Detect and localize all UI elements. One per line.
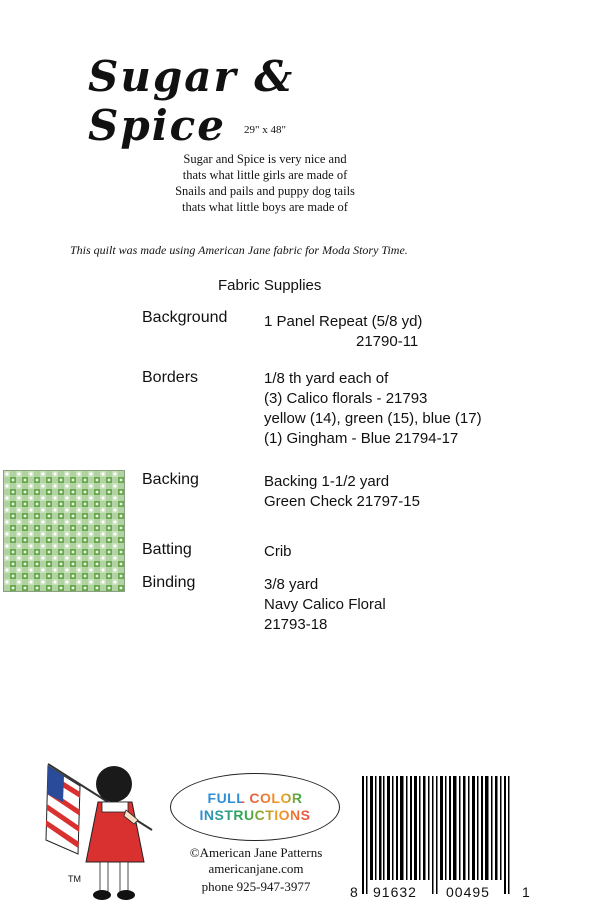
badge-word: FULL COLOR bbox=[207, 790, 303, 806]
supply-detail-background bbox=[264, 312, 422, 352]
supply-line: 21790-11 bbox=[356, 333, 419, 350]
fabric-note: This quilt was made using American Jane fabric for Moda Story Time. bbox=[70, 243, 408, 257]
green-check-swatch bbox=[3, 470, 125, 592]
barcode-number-tail: 1 bbox=[522, 884, 531, 900]
supply-label-binding: Binding bbox=[142, 574, 196, 591]
supply-line: Navy Calico Floral bbox=[264, 596, 386, 613]
supply-detail-borders bbox=[264, 369, 482, 449]
girl-with-flag-illustration bbox=[40, 758, 160, 908]
company-name: ©American Jane Patterns bbox=[189, 845, 323, 860]
trademark-mark: TM bbox=[68, 874, 81, 884]
supply-line: 3/8 yard bbox=[264, 576, 319, 593]
poem bbox=[140, 151, 390, 215]
company-info bbox=[166, 845, 346, 895]
supply-line: Backing 1-1/2 yard bbox=[264, 473, 390, 490]
full-color-instructions-badge bbox=[170, 773, 340, 841]
supply-line: (1) Gingham - Blue 21794-17 bbox=[264, 430, 459, 447]
poem-line: thats what little girls are made of bbox=[182, 168, 348, 182]
supply-detail-backing bbox=[264, 472, 420, 512]
badge-line-1 bbox=[208, 790, 303, 807]
supply-line: (3) Calico florals - 21793 bbox=[264, 390, 428, 407]
supply-label-borders: Borders bbox=[142, 369, 199, 386]
company-phone: phone 925-947-3977 bbox=[201, 879, 311, 894]
poem-line: Snails and pails and puppy dog tails bbox=[175, 184, 355, 198]
badge-word: INSTRUCTIONS bbox=[199, 807, 311, 823]
poem-line: Sugar and Spice is very nice and bbox=[183, 152, 347, 166]
barcode-number-group1: 91632 bbox=[373, 884, 417, 900]
poem-line: thats what little boys are made of bbox=[182, 200, 348, 214]
supply-line: Green Check 21797-15 bbox=[264, 493, 420, 510]
supplies-heading: Fabric Supplies bbox=[218, 277, 322, 294]
supply-line: Crib bbox=[264, 543, 292, 560]
quilt-size: 29" x 48" bbox=[244, 124, 286, 136]
supply-label-batting: Batting bbox=[142, 541, 192, 558]
barcode-number-lead: 8 bbox=[350, 884, 359, 900]
barcode-number-group2: 00495 bbox=[446, 884, 490, 900]
supply-label-backing: Backing bbox=[142, 471, 199, 488]
supply-line: 1 Panel Repeat (5/8 yd) bbox=[264, 313, 423, 330]
supply-label-background: Background bbox=[142, 309, 228, 326]
badge-line-2 bbox=[200, 807, 311, 824]
supply-line: 21793-18 bbox=[264, 616, 328, 633]
supply-line: 1/8 th yard each of bbox=[264, 370, 389, 387]
supply-line: yellow (14), green (15), blue (17) bbox=[264, 410, 482, 427]
company-website: americanjane.com bbox=[208, 861, 304, 876]
supply-detail-binding bbox=[264, 575, 386, 635]
supply-detail-batting bbox=[264, 542, 292, 562]
pattern-title: Sugar & Spice bbox=[88, 52, 295, 150]
